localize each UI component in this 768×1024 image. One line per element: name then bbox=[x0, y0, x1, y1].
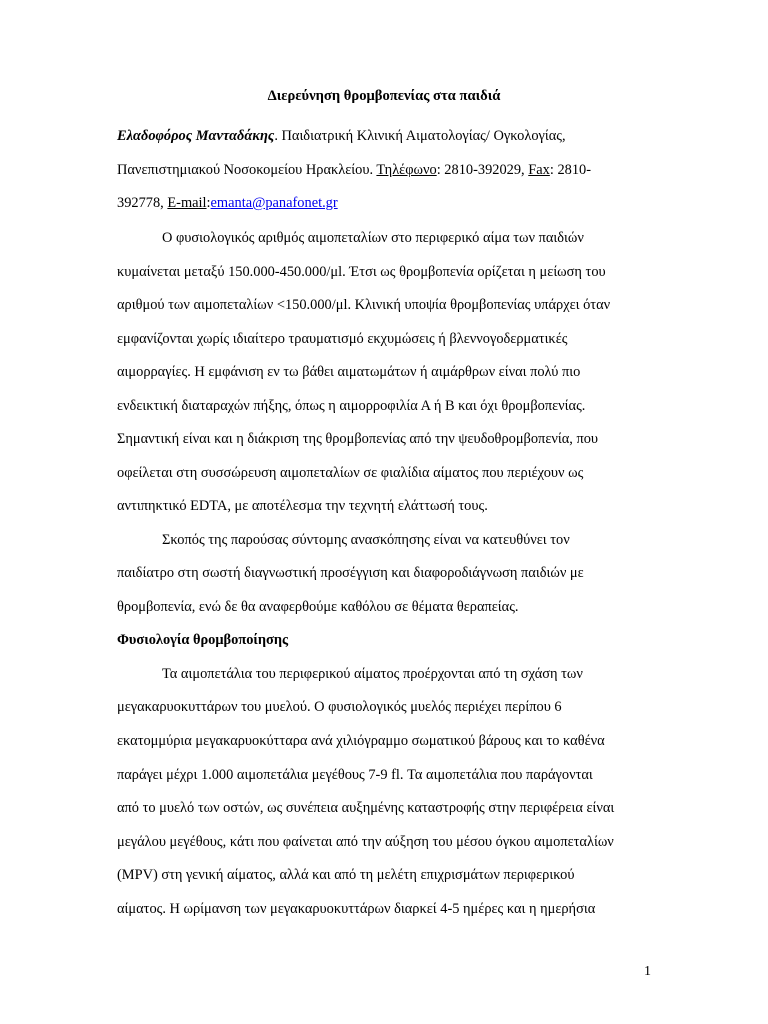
fax-continuation: 392778, bbox=[117, 195, 168, 211]
paragraph-line: εμφανίζονται χωρίς ιδιαίτερο τραυματισμό εκχυμώσεις ή βλεννογοδερματικές bbox=[117, 331, 568, 347]
paragraph-line: μεγακαρυοκυττάρων του μυελού. Ο φυσιολογικός μυελός περιέχει περίπου 6 bbox=[117, 699, 562, 715]
email-label: E-mail bbox=[167, 195, 207, 211]
author-line-3 bbox=[117, 193, 338, 213]
author-line-1 bbox=[117, 126, 566, 146]
paragraph-line: αιμορραγίες. Η εμφάνιση εν τω βάθει αιματωμάτων ή αιμάρθρων είναι πολύ πιο bbox=[117, 364, 581, 380]
paragraph-line: Σημαντική είναι και η διάκριση της θρομβοπενίας από την ψευδοθρομβοπενία, που bbox=[117, 431, 599, 447]
paragraph-line: κυμαίνεται μεταξύ 150.000-450.000/μl. Έτσι ως θρομβοπενία ορίζεται η μείωση του bbox=[117, 264, 606, 280]
email-link[interactable]: emanta@panafonet.gr bbox=[210, 195, 338, 211]
paragraph-line: οφείλεται στη συσσώρευση αιμοπεταλίων σε φιαλίδια αίματος που περιέχουν ως bbox=[117, 465, 584, 481]
author-affiliation-1: . Παιδιατρική Κλινική Αιματολογίας/ Ογκολογίας, bbox=[274, 128, 566, 144]
phone-label: Τηλέφωνο bbox=[376, 162, 437, 178]
section-heading: Φυσιολογία θρομβοποίησης bbox=[117, 632, 289, 648]
paragraph-line: αίματος. Η ωρίμανση των μεγακαρυοκυττάρων διαρκεί 4-5 ημέρες και η ημερήσια bbox=[117, 901, 596, 917]
paragraph-line: Τα αιμοπετάλια του περιφερικού αίματος προέρχονται από τη σχάση των bbox=[162, 666, 583, 682]
author-name: Ελαδοφόρος Μανταδάκης bbox=[117, 128, 275, 144]
paragraph-line: (MPV) στη γενική αίματος, αλλά και από τη μελέτη επιχρισμάτων περιφερικού bbox=[117, 867, 575, 883]
paragraph-line: Σκοπός της παρούσας σύντομης ανασκόπησης είναι να κατευθύνει τον bbox=[162, 532, 570, 548]
paragraph-line: αντιπηκτικό EDTA, με αποτέλεσμα την τεχνητή ελάττωσή τους. bbox=[117, 498, 488, 514]
paragraph-line: Ο φυσιολογικός αριθμός αιμοπεταλίων στο περιφερικό αίμα των παιδιών bbox=[162, 230, 584, 246]
paragraph-line: μεγάλου μεγέθους, κάτι που φαίνεται από την αύξηση του μέσου όγκου αιμοπεταλίων bbox=[117, 834, 614, 850]
paragraph-line: ενδεικτική διαταραχών πήξης, όπως η αιμορροφιλία Α ή Β και όχι θρομβοπενίας. bbox=[117, 398, 586, 414]
paragraph-line: από το μυελό των οστών, ως συνέπεια αυξημένης καταστροφής στην περιφέρεια είναι bbox=[117, 800, 615, 816]
author-affiliation-2: Πανεπιστημιακού Νοσοκομείου Ηρακλείου. bbox=[117, 162, 377, 178]
author-line-2 bbox=[117, 160, 591, 180]
fax-label: Fax bbox=[528, 162, 550, 178]
paragraph-line: αριθμού των αιμοπεταλίων <150.000/μl. Κλινική υποψία θρομβοπενίας υπάρχει όταν bbox=[117, 297, 611, 313]
paragraph-line: παράγει μέχρι 1.000 αιμοπετάλια μεγέθους 7-9 fl. Τα αιμοπετάλια που παράγονται bbox=[117, 767, 593, 783]
paragraph-line: εκατομμύρια μεγακαρυοκύτταρα ανά χιλιόγραμμο σωματικού βάρους και το καθένα bbox=[117, 733, 605, 749]
email-separator: : bbox=[206, 195, 211, 211]
document-title: Διερεύνηση θρομβοπενίας στα παιδιά bbox=[267, 88, 501, 104]
page-number: 1 bbox=[644, 964, 651, 979]
fax-value: : 2810- bbox=[549, 162, 592, 178]
paragraph-line: θρομβοπενία, ενώ δε θα αναφερθούμε καθόλου σε θέματα θεραπείας. bbox=[117, 599, 519, 615]
phone-value: : 2810-392029, bbox=[436, 162, 529, 178]
paragraph-line: παιδίατρο στη σωστή διαγνωστική προσέγγιση και διαφοροδιάγνωση παιδιών με bbox=[117, 565, 584, 581]
